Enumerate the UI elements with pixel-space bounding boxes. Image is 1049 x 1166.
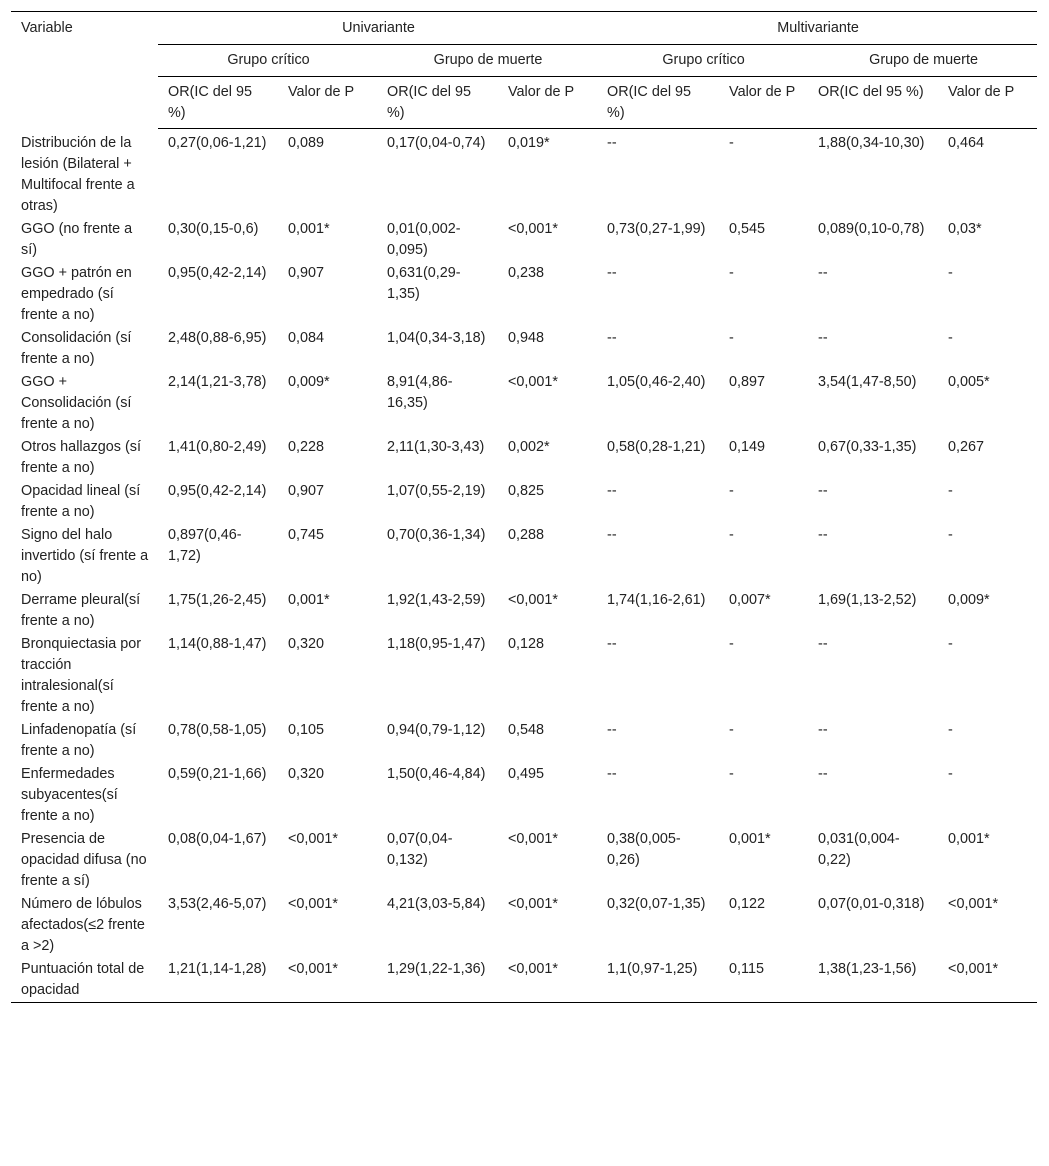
p-value-cell: -	[948, 765, 953, 782]
column-header: Valor de P	[278, 77, 377, 129]
table-row	[11, 371, 1037, 436]
or-cell: 0,94(0,79-1,12)	[387, 721, 486, 738]
or-cell: 1,18(0,95-1,47)	[387, 635, 486, 652]
p-value-cell: <0,001*	[288, 895, 339, 912]
p-value-cell: <0,001*	[508, 220, 559, 237]
variable-cell: Opacidad lineal (sí frente a no)	[21, 482, 141, 520]
variable-cell: GGO (no frente a sí)	[21, 220, 133, 258]
or-cell: --	[607, 135, 617, 151]
or-cell: --	[818, 635, 828, 652]
or-cell: 0,27(0,06-1,21)	[168, 135, 267, 151]
or-cell: 1,21(1,14-1,28)	[158, 958, 278, 1003]
table-row	[11, 218, 1037, 262]
or-cell: 1,1(0,97-1,25)	[597, 958, 719, 1003]
p-value-cell: -	[729, 135, 734, 151]
p-value-cell: 0,897	[729, 373, 766, 390]
or-cell: 0,70(0,36-1,34)	[387, 526, 486, 543]
p-value-cell: 0,907	[288, 482, 325, 499]
p-value-cell: <0,001*	[508, 373, 559, 390]
or-cell: 1,88(0,34-10,30)	[818, 135, 925, 151]
or-cell: 2,48(0,88-6,95)	[168, 329, 267, 346]
table-row	[11, 480, 1037, 524]
variable-cell: GGO + patrón en empedrado (sí frente a no)	[21, 264, 132, 323]
univariante-header: Univariante	[158, 12, 597, 45]
p-value-cell: 0,149	[729, 438, 766, 455]
or-cell: 1,74(1,16-2,61)	[607, 591, 706, 608]
header-row-subgroups	[11, 45, 1037, 77]
p-value-cell: 0,320	[288, 635, 325, 652]
or-cell: 4,21(3,03-5,84)	[387, 895, 486, 912]
header-row-groups	[11, 12, 1037, 45]
p-value-cell: -	[729, 482, 734, 499]
column-header: OR(IC del 95 %)	[158, 77, 278, 129]
variable-header: Variable	[11, 12, 158, 129]
or-cell: 0,631(0,29-1,35)	[387, 264, 461, 302]
p-value-cell: <0,001*	[938, 958, 1037, 1003]
or-cell: 1,05(0,46-2,40)	[607, 373, 706, 390]
or-cell: 2,14(1,21-3,78)	[168, 373, 267, 390]
multivariante-header: Multivariante	[597, 12, 1037, 45]
p-value-cell: 0,001*	[288, 591, 330, 608]
p-value-cell: <0,001*	[508, 591, 559, 608]
p-value-cell: 0,548	[508, 721, 545, 738]
results-table	[11, 11, 1037, 1003]
variable-cell: Linfadenopatía (sí frente a no)	[21, 721, 137, 759]
or-cell: --	[818, 721, 828, 738]
or-cell: 1,29(1,22-1,36)	[377, 958, 498, 1003]
p-value-cell: -	[948, 329, 953, 346]
table-row	[11, 524, 1037, 589]
variable-cell: Puntuación total de opacidad	[11, 958, 158, 1003]
or-cell: 0,17(0,04-0,74)	[387, 135, 486, 151]
p-value-cell: 0,007*	[729, 591, 771, 608]
or-cell: 1,92(1,43-2,59)	[387, 591, 486, 608]
p-value-cell: 0,001*	[948, 830, 990, 847]
p-value-cell: -	[729, 721, 734, 738]
p-value-cell: 0,128	[508, 635, 545, 652]
table-row	[11, 893, 1037, 958]
table-row	[11, 327, 1037, 371]
column-header: Valor de P	[719, 77, 808, 129]
or-cell: 0,089(0,10-0,78)	[818, 220, 925, 237]
or-cell: 1,04(0,34-3,18)	[387, 329, 486, 346]
p-value-cell: <0,001*	[948, 895, 999, 912]
p-value-cell: 0,907	[288, 264, 325, 281]
or-cell: 0,59(0,21-1,66)	[168, 765, 267, 782]
p-value-cell: -	[729, 526, 734, 543]
variable-cell: Número de lóbulos afectados(≤2 frente a >2)	[21, 895, 145, 954]
or-cell: 3,54(1,47-8,50)	[818, 373, 917, 390]
or-cell: 8,91(4,86-16,35)	[387, 373, 453, 411]
p-value-cell: 0,105	[288, 721, 325, 738]
p-value-cell: 0,238	[508, 264, 545, 281]
variable-cell: Signo del halo invertido (sí frente a no)	[21, 526, 149, 585]
p-value-cell: 0,03*	[948, 220, 982, 237]
p-value-cell: 0,009*	[948, 591, 990, 608]
column-header: OR(IC del 95 %)	[597, 77, 719, 129]
p-value-cell: <0,001*	[508, 830, 559, 847]
table-row	[11, 436, 1037, 480]
or-cell: 2,11(1,30-3,43)	[387, 438, 485, 455]
p-value-cell: -	[729, 329, 734, 346]
or-cell: 1,50(0,46-4,84)	[387, 765, 486, 782]
p-value-cell: -	[948, 721, 953, 738]
p-value-cell: <0,001*	[498, 958, 597, 1003]
table-row	[11, 719, 1037, 763]
or-cell: 1,41(0,80-2,49)	[168, 438, 267, 455]
variable-cell: GGO + Consolidación (sí frente a no)	[21, 373, 132, 432]
p-value-cell: 0,001*	[729, 830, 771, 847]
or-cell: --	[607, 765, 617, 782]
p-value-cell: <0,001*	[278, 958, 377, 1003]
table-row	[11, 958, 1037, 1003]
p-value-cell: -	[729, 765, 734, 782]
or-cell: --	[607, 721, 617, 738]
p-value-cell: 0,267	[948, 438, 985, 455]
header-row-columns	[11, 77, 1037, 129]
variable-cell: Enfermedades subyacentes(sí frente a no)	[21, 765, 118, 824]
or-cell: --	[607, 526, 617, 543]
variable-cell: Bronquiectasia por tracción intralesional(sí frente a no)	[21, 635, 141, 715]
table-row	[11, 262, 1037, 327]
or-cell: 0,897(0,46-1,72)	[168, 526, 242, 564]
or-cell: --	[607, 482, 617, 499]
variable-cell: Consolidación (sí frente a no)	[21, 329, 132, 367]
variable-cell: Presencia de opacidad difusa (no frente a sí)	[21, 830, 147, 889]
table-row	[11, 633, 1037, 719]
column-header: Valor de P	[938, 77, 1037, 129]
p-value-cell: -	[948, 526, 953, 543]
subgroup-header: Grupo de muerte	[808, 45, 1037, 77]
or-cell: 1,07(0,55-2,19)	[387, 482, 486, 499]
or-cell: --	[818, 264, 828, 281]
or-cell: 0,67(0,33-1,35)	[818, 438, 917, 455]
p-value-cell: 0,019*	[508, 135, 550, 151]
p-value-cell: 0,288	[508, 526, 545, 543]
or-cell: 1,69(1,13-2,52)	[818, 591, 917, 608]
or-cell: 1,14(0,88-1,47)	[168, 635, 267, 652]
or-cell: --	[607, 264, 617, 281]
p-value-cell: -	[729, 635, 734, 652]
variable-cell: Otros hallazgos (sí frente a no)	[21, 438, 141, 476]
p-value-cell: 0,825	[508, 482, 545, 499]
subgroup-header: Grupo crítico	[597, 45, 808, 77]
p-value-cell: 0,084	[288, 329, 325, 346]
or-cell: --	[607, 329, 617, 346]
p-value-cell: 0,745	[288, 526, 325, 543]
or-cell: 1,38(1,23-1,56)	[808, 958, 938, 1003]
or-cell: 0,30(0,15-0,6)	[168, 220, 259, 237]
p-value-cell: 0,005*	[948, 373, 990, 390]
or-cell: --	[818, 765, 828, 782]
p-value-cell: 0,464	[948, 135, 985, 151]
or-cell: 0,78(0,58-1,05)	[168, 721, 267, 738]
p-value-cell: 0,495	[508, 765, 545, 782]
table-row	[11, 828, 1037, 893]
p-value-cell: -	[948, 635, 953, 652]
p-value-cell: 0,320	[288, 765, 325, 782]
or-cell: 0,01(0,002-0,095)	[387, 220, 461, 258]
p-value-cell: 0,002*	[508, 438, 550, 455]
or-cell: 0,07(0,01-0,318)	[818, 895, 925, 912]
p-value-cell: 0,001*	[288, 220, 330, 237]
column-header: OR(IC del 95 %)	[377, 77, 498, 129]
or-cell: 0,07(0,04-0,132)	[387, 830, 453, 868]
or-cell: 0,031(0,004-0,22)	[818, 830, 900, 868]
table-row	[11, 129, 1037, 218]
or-cell: 0,73(0,27-1,99)	[607, 220, 706, 237]
p-value-cell: 0,228	[288, 438, 325, 455]
p-value-cell: 0,089	[288, 135, 325, 151]
p-value-cell: 0,545	[729, 220, 766, 237]
column-header: Valor de P	[498, 77, 597, 129]
p-value-cell: 0,115	[719, 958, 808, 1003]
or-cell: --	[818, 482, 828, 499]
variable-cell: Derrame pleural(sí frente a no)	[21, 591, 141, 629]
variable-cell: Distribución de la lesión (Bilateral + Multifocal frente a otras)	[21, 134, 135, 214]
p-value-cell: <0,001*	[288, 830, 339, 847]
p-value-cell: 0,122	[729, 895, 766, 912]
table-body	[11, 129, 1037, 1003]
or-cell: 1,75(1,26-2,45)	[168, 591, 267, 608]
or-cell: 0,08(0,04-1,67)	[168, 830, 267, 847]
or-cell: 0,32(0,07-1,35)	[607, 895, 706, 912]
p-value-cell: 0,948	[508, 329, 545, 346]
or-cell: 0,58(0,28-1,21)	[607, 438, 706, 455]
or-cell: 0,38(0,005-0,26)	[607, 830, 681, 868]
or-cell: --	[818, 526, 828, 543]
or-cell: 3,53(2,46-5,07)	[168, 895, 267, 912]
p-value-cell: -	[948, 482, 953, 499]
p-value-cell: -	[948, 264, 953, 281]
table-row	[11, 763, 1037, 828]
or-cell: 0,95(0,42-2,14)	[168, 482, 267, 499]
or-cell: --	[607, 635, 617, 652]
or-cell: --	[818, 329, 828, 346]
table-row	[11, 589, 1037, 633]
or-cell: 0,95(0,42-2,14)	[168, 264, 267, 281]
subgroup-header: Grupo crítico	[158, 45, 377, 77]
p-value-cell: 0,009*	[288, 373, 330, 390]
p-value-cell: <0,001*	[508, 895, 559, 912]
subgroup-header: Grupo de muerte	[377, 45, 597, 77]
p-value-cell: -	[729, 264, 734, 281]
column-header: OR(IC del 95 %)	[808, 77, 938, 129]
